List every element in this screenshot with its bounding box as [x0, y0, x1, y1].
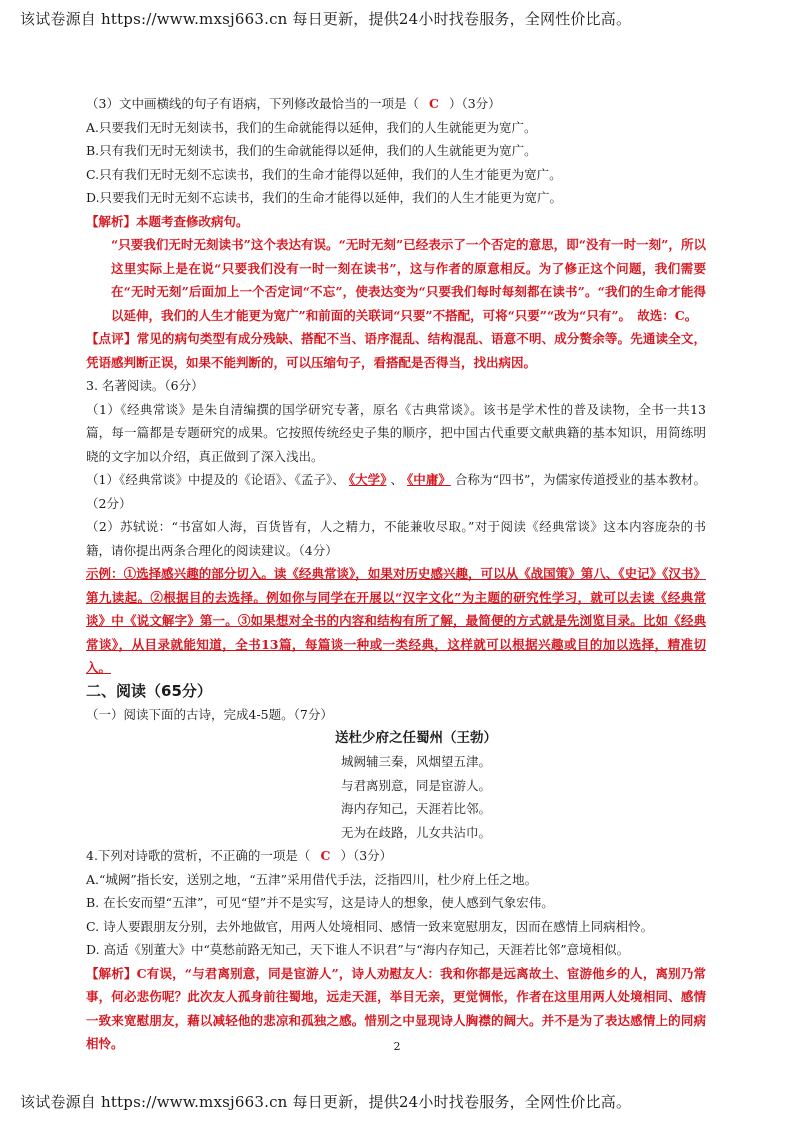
page-number: 2	[393, 1040, 401, 1053]
q4-option-d: D. 高适《别董大》中“莫愁前路无知己，天下谁人不识君”与“海内存知己，天涯若比邻”意境相似。	[86, 942, 630, 957]
mingzhu-blank-2: 《中庸》	[407, 472, 451, 487]
section2-subtitle: （一）阅读下面的古诗，完成4-5题。（7分）	[86, 707, 333, 722]
poem-title: 送杜少府之任蜀州（王勃）	[335, 729, 497, 746]
mingzhu-sub2: （2）苏轼说：“书富如人海，百货皆有，人之精力，不能兼收尽取。”对于阅读《经典常谈》这本内容庞杂的书籍，请你提出两条合理化的阅读建议。（4分）	[86, 519, 706, 558]
mingzhu-sub1	[86, 468, 706, 515]
q4-stem-after: ）（3分）	[340, 848, 393, 863]
q3-option-b: B.只有我们无时无刻读书，我们的生命就能得以延伸，我们的人生就能更为宽广。	[86, 143, 537, 158]
page-footer-banner: 该试卷源自 https://www.mxsj663.cn 每日更新，提供24小时找卷服务，全网性价比高。	[20, 1093, 632, 1111]
q4-option-b: B. 在长安而望“五津”，可见“望”并不是实写，这是诗人的想象，使人感到气象宏伟。	[86, 895, 554, 910]
document-body	[86, 92, 706, 1056]
q4-option-c: C. 诗人要跟朋友分别，去外地做官，用两人处境相同、感情一致来宽慰朋友，因而在感情上同病相怜。	[86, 918, 654, 934]
q3-analysis-label: 【解析】	[86, 213, 137, 229]
mingzhu-sub1-after: 合称为“四书”，为儒家传道授业的基本教材。（2分）	[86, 472, 706, 511]
mingzhu-title: 3. 名著阅读。（6分）	[86, 378, 204, 393]
poem-line: 城阙辅三秦，风烟望五津。	[340, 754, 491, 769]
q4-analysis: 【解析】C有误，“与君离别意，同是宦游人”，诗人劝慰友人：我和你都是远离故土、宦游他乡的人，离别乃常事，何必悲伤呢？此次友人孤身前往蜀地，远走天涯，举目无亲，更觉惆怅，作者在这里用两人处境相同、感情一致来宽慰朋友，藉以减轻他的悲凉和孤独之感。惜别之中显现诗人胸襟的阔大。并不是为了表达感情上的同病相怜。	[86, 965, 706, 1051]
q3-comment-body: 常见的病句类型有成分残缺、搭配不当、语序混乱、结构混乱、语意不明、成分赘余等。先通读全文，凭语感判断正误，如果不能判断的，可以压缩句子，看搭配是否得当，找出病因。	[86, 331, 706, 370]
q3-analysis-body: “只要我们无时无刻读书”这个表达有误。“无时无刻”已经表示了一个否定的意思，即“没有一时一刻”，所以这里实际上是在说“只要我们没有一时一刻在读书”，这与作者的原意相反。为了修正这个问题，我们需要在“无时无刻”后面加上一个否定词“不忘”，使表达变为“只要我们每时每刻都在读书”。“我们的生命才能得以延伸，我们的人生才能更为宽广”和前面的关联词“只要”不搭配，可将“只要”“改为“只有”。 故选：C。	[111, 237, 706, 323]
section2-title: 二、阅读（65分）	[86, 681, 212, 700]
q4-answer: C	[320, 848, 331, 863]
poem-line: 无为在歧路，儿女共沾巾。	[340, 824, 491, 840]
q4-stem-before: 4.下列对诗歌的赏析，不正确的一项是（	[86, 848, 311, 863]
q3-analysis-head: 本题考查修改病句。	[136, 213, 249, 229]
q4-stem	[86, 844, 706, 868]
poem-line: 与君离别意，同是宦游人。	[340, 777, 491, 793]
q3-analysis	[86, 210, 706, 328]
q3-stem	[86, 92, 706, 116]
q4-option-a: A.“城阙”指长安，送别之地，“五津”采用借代手法，泛指四川，杜少府上任之地。	[86, 871, 538, 887]
mingzhu-example: 示例：①选择感兴趣的部分切入。读《经典常谈》，如果对历史感兴趣，可以从《战国策》第八、《史记》《汉书》第九读起。②根据目的去选择。例如你与同学在开展以“汉字文化”为主题的研究性学习，就可以去读《经典常谈》中《说文解字》第一。③如果想对全书的内容和结构有所了解，最简便的方式就是先浏览目录。比如《经典常谈》，从目录就能知道，全书13篇，每篇谈一种或一类经典，这样就可以根据兴趣或目的加以选择，精准切入。	[86, 566, 706, 675]
page-header-banner: 该试卷源自 https://www.mxsj663.cn 每日更新，提供24小时找卷服务，全网性价比高。	[20, 10, 632, 28]
q3-option-c: C.只有我们无时无刻不忘读书，我们的生命才能得以延伸，我们的人生才能更为宽广。	[86, 166, 562, 182]
q3-comment-label: 【点评】	[86, 331, 137, 346]
mingzhu-sep: 、	[390, 472, 404, 487]
q3-answer: C	[428, 96, 439, 111]
q3-stem-after: ）（3分）	[448, 96, 501, 111]
mingzhu-intro: （1）《经典常谈》是朱自清编撰的国学研究专著，原名《古典常谈》。该书是学术性的普及读物，全书一共13篇，每一篇都是专题研究的成果。它按照传统经史子集的顺序，把中国古代重要文献典籍的基本知识，用简练明晓的文字加以介绍，真正做到了深入浅出。	[86, 401, 706, 464]
mingzhu-blank-1: 《大学》	[348, 472, 387, 487]
q3-option-d: D.只要我们无时无刻不忘读书，我们的生命才能得以延伸，我们的人生才能更为宽广。	[86, 190, 563, 205]
mingzhu-sub1-before: （1）《经典常谈》中提及的《论语》、《孟子》、	[86, 472, 345, 487]
q3-option-a: A.只要我们无时无刻读书，我们的生命就能得以延伸，我们的人生就能更为宽广。	[86, 119, 537, 135]
poem-line: 海内存知己，天涯若比邻。	[340, 801, 491, 816]
q3-comment	[86, 327, 706, 374]
q3-stem-before: （3）文中画横线的句子有语病，下列修改最恰当的一项是（	[86, 96, 419, 111]
